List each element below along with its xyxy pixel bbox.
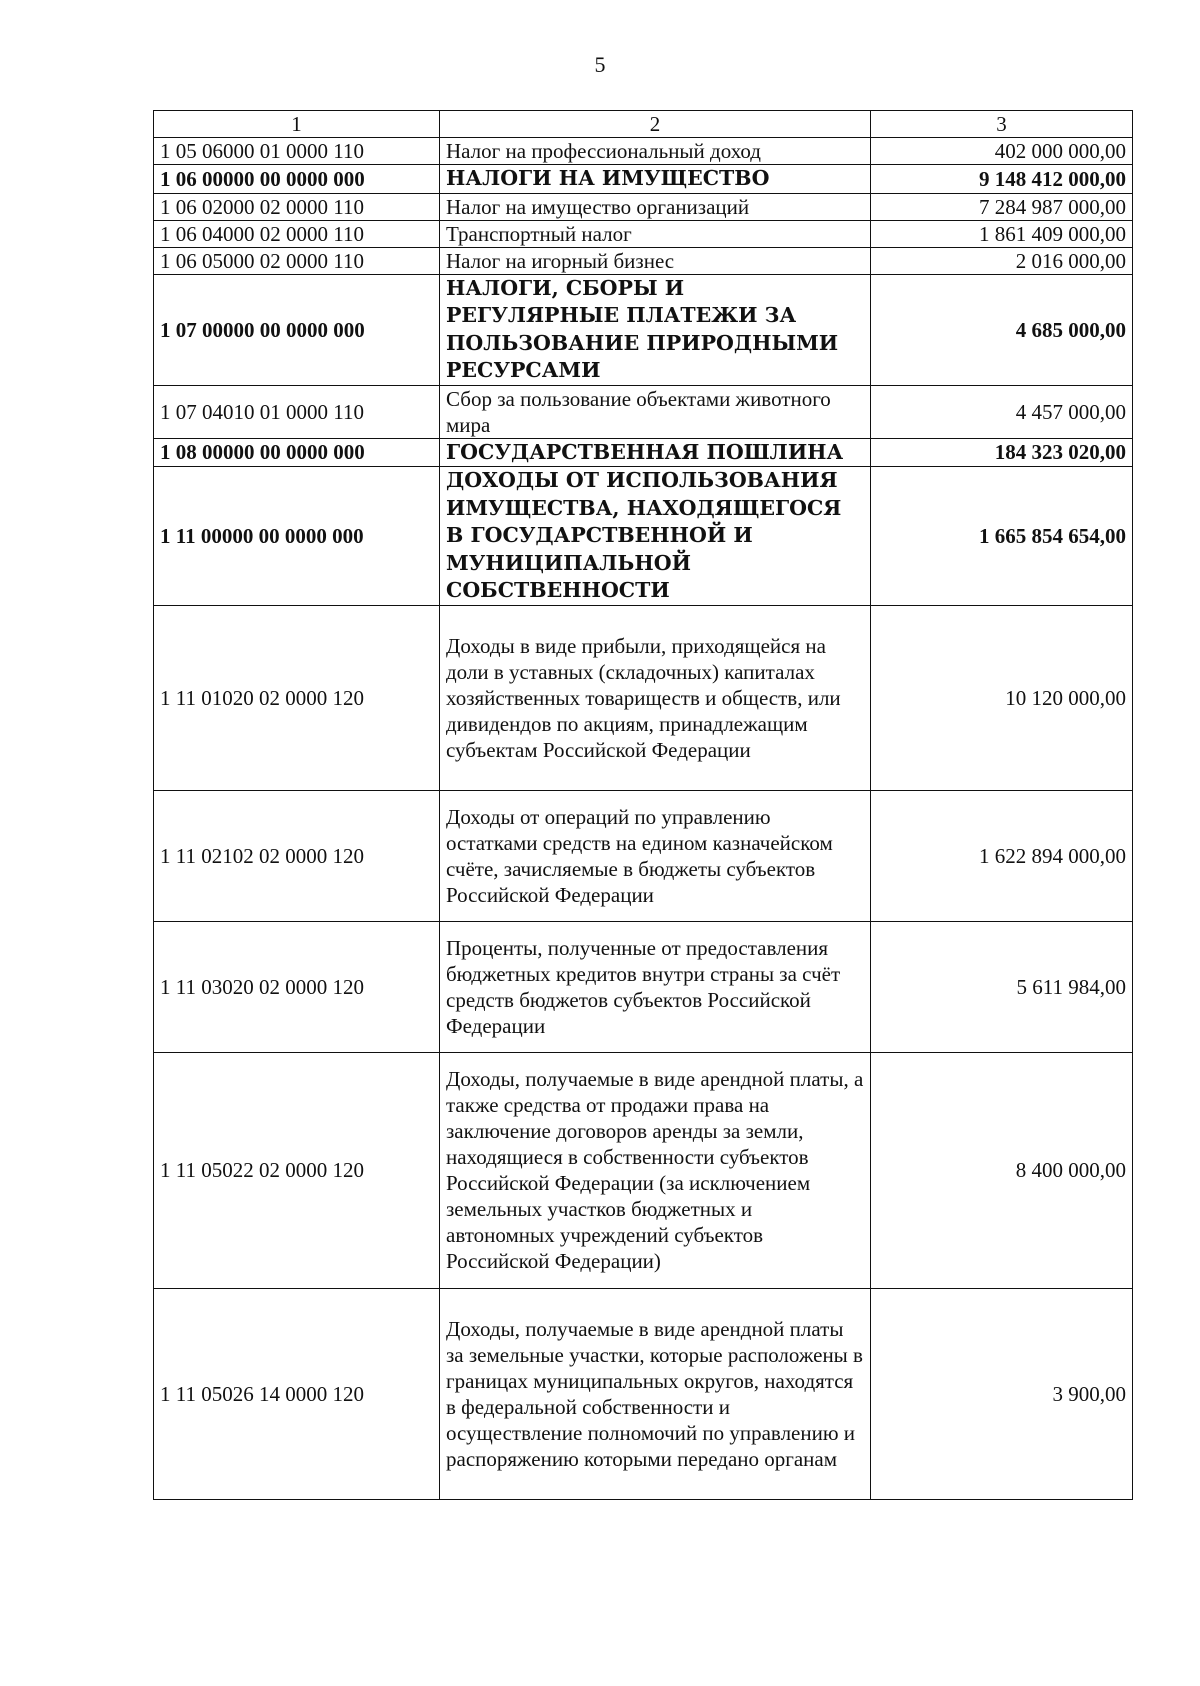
- table-row: [154, 220, 1133, 247]
- revenue-name-cell: Налог на игорный бизнес: [440, 247, 871, 274]
- budget-code-cell: 1 05 06000 01 0000 110: [154, 138, 440, 165]
- amount-cell: 3 900,00: [871, 1288, 1133, 1499]
- budget-code-cell: 1 07 04010 01 0000 110: [154, 385, 440, 438]
- table-row: [154, 467, 1133, 606]
- amount-cell: 7 284 987 000,00: [871, 193, 1133, 220]
- revenue-name-cell: Налог на профессиональный доход: [440, 138, 871, 165]
- amount-cell: 10 120 000,00: [871, 605, 1133, 790]
- column-header-name: 2: [440, 111, 871, 138]
- amount-cell: 9 148 412 000,00: [871, 165, 1133, 194]
- revenue-name-cell: Доходы, получаемые в виде арендной платы за земельные участки, которые расположены в границах муниципальных округов, находятся в федеральной собственности и осуществление полномочий по управлению и распоряжению которыми передано органам: [440, 1288, 871, 1499]
- table-row: [154, 1288, 1133, 1499]
- table-row: [154, 193, 1133, 220]
- budget-code-cell: 1 07 00000 00 0000 000: [154, 274, 440, 385]
- revenue-name-cell: Проценты, полученные от предоставления бюджетных кредитов внутри страны за счёт средств бюджетов субъектов Российской Федерации: [440, 921, 871, 1052]
- amount-cell: 402 000 000,00: [871, 138, 1133, 165]
- table-header-row: [154, 111, 1133, 138]
- column-header-amount: 3: [871, 111, 1133, 138]
- budget-code-cell: 1 11 01020 02 0000 120: [154, 605, 440, 790]
- amount-cell: 4 457 000,00: [871, 385, 1133, 438]
- amount-cell: 5 611 984,00: [871, 921, 1133, 1052]
- budget-revenue-table: [153, 110, 1133, 1500]
- budget-code-cell: 1 08 00000 00 0000 000: [154, 438, 440, 467]
- revenue-name-cell: Сбор за пользование объектами животного мира: [440, 385, 871, 438]
- amount-cell: 1 665 854 654,00: [871, 467, 1133, 606]
- budget-code-cell: 1 06 00000 00 0000 000: [154, 165, 440, 194]
- revenue-name-cell: Доходы от операций по управлению остатками средств на едином казначейском счёте, зачисляемые в бюджеты субъектов Российской Федерации: [440, 790, 871, 921]
- revenue-name-cell: Доходы, получаемые в виде арендной платы, а также средства от продажи права на заключение договоров аренды за земли, находящиеся в собственности субъектов Российской Федерации (за исключением земельных участков бюджетных и автономных учреждений субъектов Российской Федерации): [440, 1052, 871, 1288]
- revenue-name-cell: НАЛОГИ НА ИМУЩЕСТВО: [440, 165, 871, 194]
- revenue-name-cell: Транспортный налог: [440, 220, 871, 247]
- revenue-name-cell: НАЛОГИ, СБОРЫ И РЕГУЛЯРНЫЕ ПЛАТЕЖИ ЗА ПОЛЬЗОВАНИЕ ПРИРОДНЫМИ РЕСУРСАМИ: [440, 274, 871, 385]
- table-row: [154, 605, 1133, 790]
- table-row: [154, 438, 1133, 467]
- page-number: 5: [594, 52, 606, 77]
- amount-cell: 8 400 000,00: [871, 1052, 1133, 1288]
- table-row: [154, 165, 1133, 194]
- table-row: [154, 247, 1133, 274]
- revenue-name-cell: Налог на имущество организаций: [440, 193, 871, 220]
- table-row: [154, 921, 1133, 1052]
- budget-code-cell: 1 11 05022 02 0000 120: [154, 1052, 440, 1288]
- table-row: [154, 385, 1133, 438]
- amount-cell: 184 323 020,00: [871, 438, 1133, 467]
- budget-code-cell: 1 11 03020 02 0000 120: [154, 921, 440, 1052]
- table-row: [154, 1052, 1133, 1288]
- budget-code-cell: 1 06 04000 02 0000 110: [154, 220, 440, 247]
- budget-code-cell: 1 11 00000 00 0000 000: [154, 467, 440, 606]
- budget-code-cell: 1 11 02102 02 0000 120: [154, 790, 440, 921]
- amount-cell: 4 685 000,00: [871, 274, 1133, 385]
- column-header-code: 1: [154, 111, 440, 138]
- budget-code-cell: 1 11 05026 14 0000 120: [154, 1288, 440, 1499]
- revenue-name-cell: Доходы в виде прибыли, приходящейся на доли в уставных (складочных) капиталах хозяйственных товариществ и обществ, или дивидендов по акциям, принадлежащим субъектам Российской Федерации: [440, 605, 871, 790]
- budget-code-cell: 1 06 02000 02 0000 110: [154, 193, 440, 220]
- amount-cell: 2 016 000,00: [871, 247, 1133, 274]
- revenue-name-cell: ГОСУДАРСТВЕННАЯ ПОШЛИНА: [440, 438, 871, 467]
- table-body: [154, 138, 1133, 1500]
- amount-cell: 1 861 409 000,00: [871, 220, 1133, 247]
- amount-cell: 1 622 894 000,00: [871, 790, 1133, 921]
- table-row: [154, 274, 1133, 385]
- table-row: [154, 790, 1133, 921]
- table-row: [154, 138, 1133, 165]
- revenue-name-cell: ДОХОДЫ ОТ ИСПОЛЬЗОВАНИЯ ИМУЩЕСТВА, НАХОДЯЩЕГОСЯ В ГОСУДАРСТВЕННОЙ И МУНИЦИПАЛЬНОЙ СОБСТВЕННОСТИ: [440, 467, 871, 606]
- budget-code-cell: 1 06 05000 02 0000 110: [154, 247, 440, 274]
